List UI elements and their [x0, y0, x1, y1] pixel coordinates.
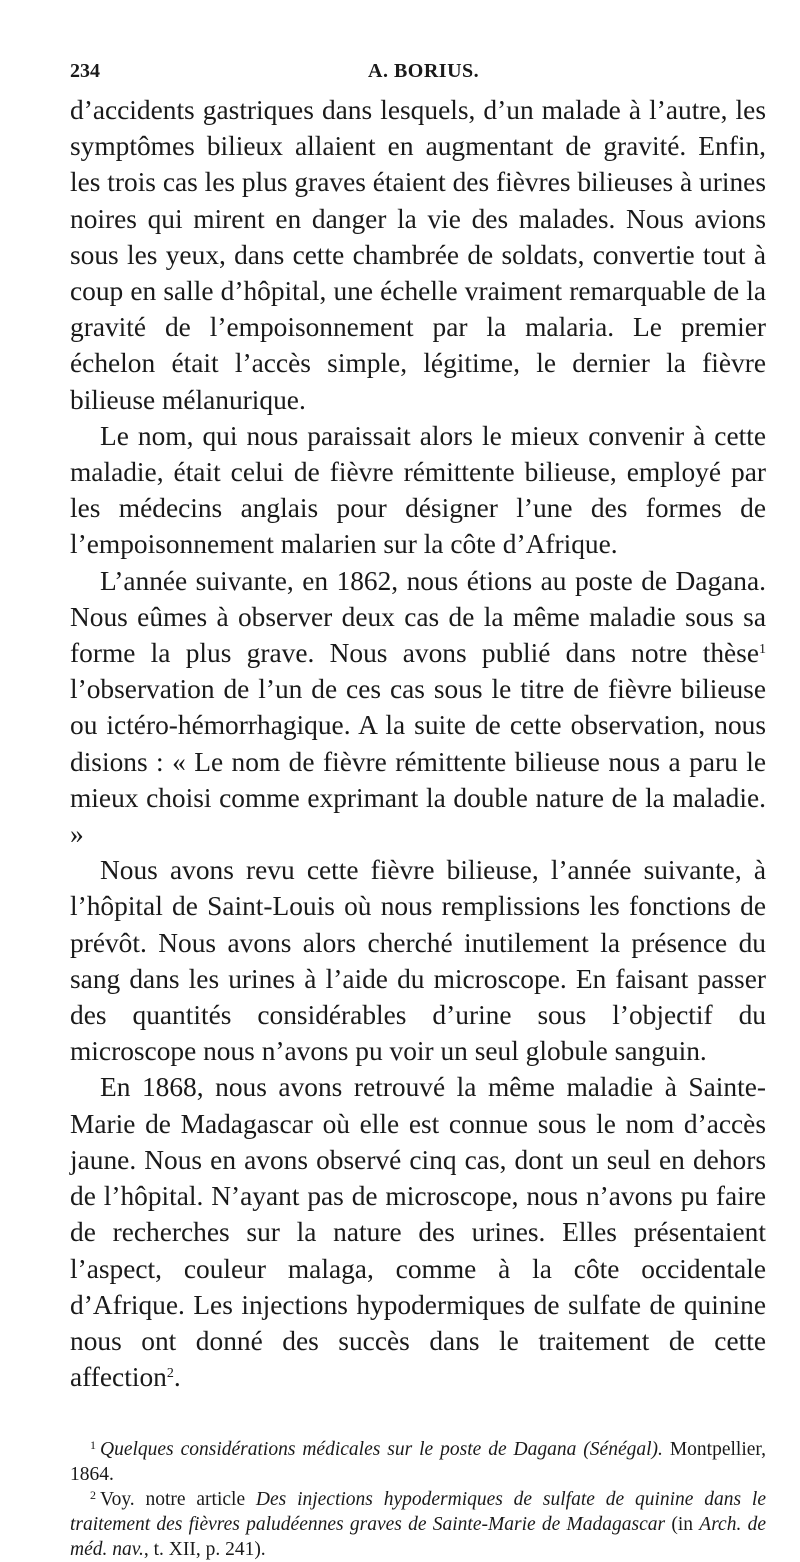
- paragraph-2: Le nom, qui nous paraissait alors le mieux convenir à cette maladie, était celui de fièvre rémittente bilieuse, employé par les médecins anglais pour désigner l’une des formes de l’empoisonnement malarien sur la côte d’Afrique.: [70, 420, 766, 560]
- paragraph-3: [70, 563, 766, 853]
- footnote-1-title: Quelques considérations médicales sur le poste de Dagana (Sénégal).: [100, 1439, 663, 1461]
- footnote-ref-2: 2: [166, 1366, 174, 1382]
- footnote-2: [70, 1487, 766, 1562]
- book-page: [70, 56, 766, 1562]
- paragraph-5-text: En 1868, nous avons retrouvé la même maladie à Sainte-Marie de Madagascar où elle est connue sous le nom d’accès jaune. Nous en avons observé cinq cas, dont un seul en dehors de l’hôpital. N’ayant pas de microscope, nous n’avons pu faire de recherches sur la nature des urines. Elles présentaient l’aspect, couleur malaga, comme à la côte occidentale d’Afrique. Les injections hypodermiques de sulfate de quinine nous ont donné des succès dans le traitement de cette affection: [70, 1072, 766, 1393]
- paragraph-3-text-cont: l’observation de l’un de ces cas sous le titre de fièvre bilieuse ou ictéro-hémorrhagique. A la suite de cette observation, nous disions : « Le nom de fièvre rémittente bilieuse nous a paru le mieux choisi comme exprimant la double nature de la maladie. »: [70, 674, 766, 850]
- paragraph-4: Nous avons revu cette fièvre bilieuse, l’année suivante, à l’hôpital de Saint-Louis où nous remplissions les fonctions de prévôt. Nous avons alors cherché inutilement la présence du sang dans les urines à l’aide du microscope. En faisant passer des quantités considérables d’urine sous l’objectif du microscope nous n’avons pu voir un seul globule sanguin.: [70, 855, 766, 1067]
- footnote-1-rest: Montpellier, 1864.: [70, 1439, 766, 1486]
- page-header: [70, 56, 766, 92]
- running-head: A. BORIUS.: [368, 60, 480, 82]
- body-text: [70, 92, 766, 1395]
- paragraph-3-text: L’année suivante, en 1862, nous étions au poste de Dagana. Nous eûmes à observer deux cas de la même maladie sous sa forme la plus grave. Nous avons publié dans notre thèse: [70, 565, 766, 669]
- footnote-2-title: Des injections hypodermiques de sulfate de quinine dans le traitement des fièvres paludéennes graves de Sainte-Marie de Madagascar: [70, 1489, 766, 1536]
- footnotes: [70, 1437, 766, 1562]
- footnote-2-lead: Voy. notre article: [100, 1489, 256, 1511]
- paragraph-5: [70, 1069, 766, 1395]
- footnote-2-mark: 2: [90, 1488, 96, 1503]
- footnote-2-mid: (in: [665, 1514, 700, 1536]
- footnote-ref-1: 1: [759, 642, 766, 658]
- footnote-2-journal: Arch. de méd. nav.: [70, 1514, 766, 1561]
- page-number: 234: [70, 60, 100, 82]
- footnote-2-rest: , t. XII, p. 241).: [143, 1539, 266, 1561]
- footnote-1-mark: 1: [90, 1438, 96, 1453]
- paragraph-5-text-cont: .: [173, 1362, 181, 1393]
- paragraph-1: d’accidents gastriques dans lesquels, d’un malade à l’autre, les symptômes bilieux allaient en augmentant de gravité. Enfin, les trois cas les plus graves étaient des fièvres bilieuses à urines noires qui mirent en danger la vie des malades. Nous avions sous les yeux, dans cette chambrée de soldats, convertie tout à coup en salle d’hôpital, une échelle vraiment remarquable de la gravité de l’empoisonnement par la malaria. Le premier échelon était l’accès simple, légitime, le dernier la fièvre bilieuse mélanurique.: [70, 95, 766, 415]
- footnote-1: [70, 1437, 766, 1487]
